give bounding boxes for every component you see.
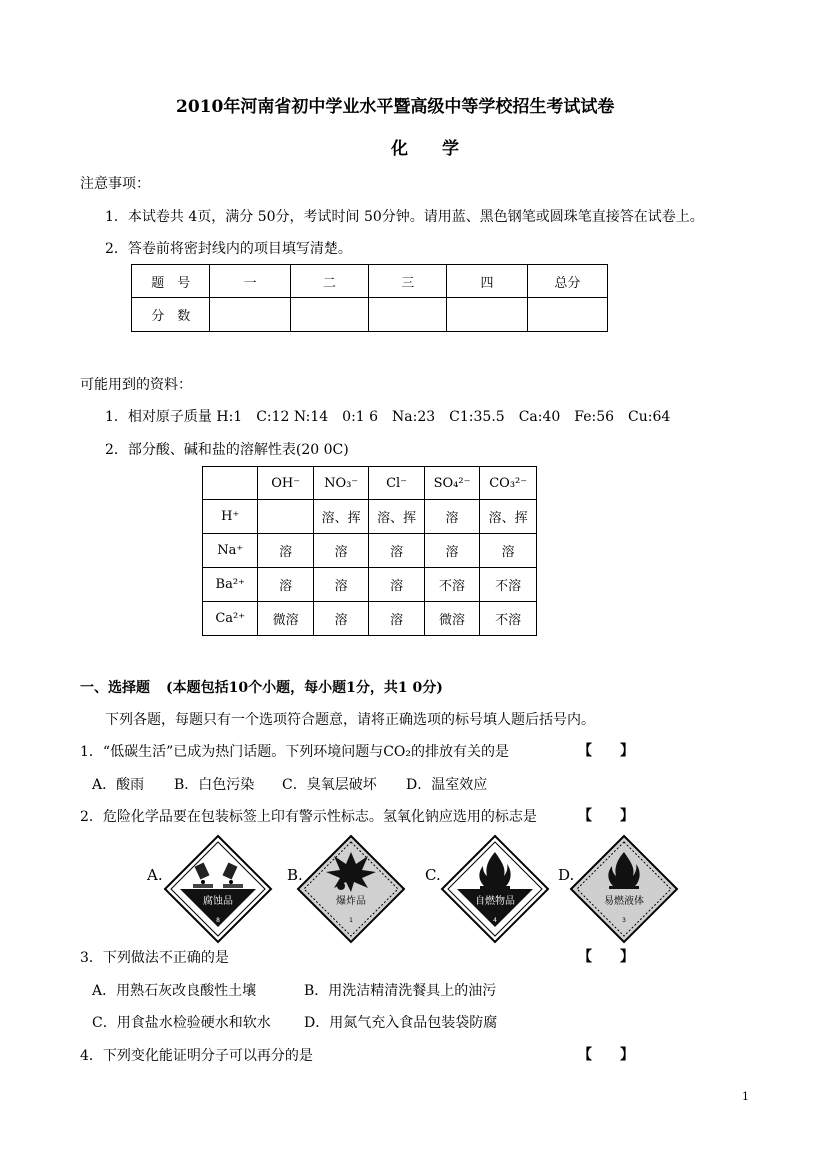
question-3-option-a[interactable]: A．用熟石灰改良酸性土壤 bbox=[92, 983, 257, 999]
resources-solubility-caption: 2．部分酸、碱和盐的溶解性表(20 0C) bbox=[105, 442, 349, 458]
solubility-header-cell: CO₃²⁻ bbox=[480, 467, 537, 500]
solubility-cell: H⁺ bbox=[203, 500, 258, 534]
score-header-cell: 四 bbox=[447, 265, 527, 298]
question-4-stem: 4．下列变化能证明分子可以再分的是 bbox=[80, 1048, 313, 1064]
score-header-cell: 三 bbox=[369, 265, 447, 298]
exam-title: 2010年河南省初中学业水平暨高级中等学校招生考试试卷 bbox=[176, 97, 615, 117]
solubility-header-cell: SO₄²⁻ bbox=[424, 467, 480, 500]
question-1-option-a[interactable]: A．酸雨 bbox=[92, 777, 145, 793]
solubility-cell: 溶、挥 bbox=[480, 500, 537, 534]
corrosive-sign-icon[interactable] bbox=[163, 834, 273, 944]
flammable-liquid-sign-icon[interactable] bbox=[569, 834, 679, 944]
resources-heading: 可能用到的资料： bbox=[80, 377, 192, 393]
question-1-option-b[interactable]: B．白色污染 bbox=[174, 777, 255, 793]
sign-a-letter[interactable]: A. bbox=[147, 866, 163, 884]
table-row bbox=[203, 500, 537, 534]
question-1-stem: 1．“低碳生活”已成为热门话题。下列环境问题与CO₂的排放有关的是 bbox=[80, 744, 510, 760]
sign-b-number: 1 bbox=[349, 917, 353, 924]
sign-b-letter[interactable]: B. bbox=[287, 866, 303, 884]
solubility-header-cell bbox=[203, 467, 258, 500]
sign-d-number: 3 bbox=[622, 917, 626, 924]
solubility-cell: 溶 bbox=[424, 534, 480, 568]
section1-heading: 一、选择题 bbox=[80, 680, 150, 696]
sign-b-label: 爆炸品 bbox=[336, 896, 366, 907]
solubility-cell: 溶、挥 bbox=[369, 500, 424, 534]
solubility-cell: 不溶 bbox=[480, 568, 537, 602]
sign-c-letter[interactable]: C. bbox=[425, 866, 441, 884]
question-3-stem: 3．下列做法不正确的是 bbox=[80, 950, 229, 966]
solubility-cell: 溶 bbox=[369, 568, 424, 602]
page-number: 1 bbox=[742, 1090, 749, 1103]
explosive-sign-icon[interactable] bbox=[296, 834, 406, 944]
score-label-cell: 分 数 bbox=[132, 298, 210, 332]
solubility-cell: 溶、挥 bbox=[313, 500, 369, 534]
solubility-cell: Ba²⁺ bbox=[203, 568, 258, 602]
solubility-cell: 溶 bbox=[313, 602, 369, 636]
sign-a-number: 8 bbox=[216, 917, 220, 924]
sign-c-number: 4 bbox=[493, 917, 497, 924]
solubility-cell: 溶 bbox=[258, 534, 313, 568]
score-header-cell: 总分 bbox=[527, 265, 607, 298]
solubility-cell: 溶 bbox=[313, 568, 369, 602]
solubility-cell: 溶 bbox=[480, 534, 537, 568]
solubility-cell: 溶 bbox=[258, 568, 313, 602]
sign-d-letter[interactable]: D. bbox=[558, 866, 575, 884]
question-1-option-d[interactable]: D．温室效应 bbox=[406, 777, 488, 793]
solubility-cell: 微溶 bbox=[424, 602, 480, 636]
score-table bbox=[131, 264, 608, 332]
score-input-cell[interactable] bbox=[369, 298, 447, 332]
score-input-cell[interactable] bbox=[210, 298, 290, 332]
question-1-answer-bracket[interactable]: 【 】 bbox=[578, 743, 634, 759]
question-2-answer-bracket[interactable]: 【 】 bbox=[578, 808, 634, 824]
solubility-cell: Ca²⁺ bbox=[203, 602, 258, 636]
score-input-cell[interactable] bbox=[527, 298, 607, 332]
solubility-table bbox=[202, 466, 537, 636]
score-input-cell[interactable] bbox=[447, 298, 527, 332]
section1-instruction: 下列各题，每题只有一个选项符合题意，请将正确选项的标号填人题后括号内。 bbox=[105, 712, 595, 728]
solubility-cell: 不溶 bbox=[480, 602, 537, 636]
question-3-option-d[interactable]: D．用氮气充入食品包装袋防腐 bbox=[304, 1015, 498, 1031]
score-input-cell[interactable] bbox=[290, 298, 368, 332]
notice-item-2: 2．答卷前将密封线内的项目填写清楚。 bbox=[105, 241, 352, 257]
score-header-cell: 题 号 bbox=[132, 265, 210, 298]
solubility-cell: 微溶 bbox=[258, 602, 313, 636]
subject-title: 化 学 bbox=[391, 139, 459, 159]
solubility-cell: 溶 bbox=[424, 500, 480, 534]
spontaneous-combustion-sign-icon[interactable] bbox=[440, 834, 550, 944]
section1-note: (本题包括10个小题，每小题1分，共1 0分) bbox=[166, 680, 443, 696]
notice-heading: 注意事项： bbox=[80, 176, 150, 192]
solubility-cell: Na⁺ bbox=[203, 534, 258, 568]
notice-item-1: 1．本试卷共 4页，满分 50分，考试时间 50分钟。请用蓝、黑色钢笔或圆珠笔直接答在试卷上。 bbox=[105, 209, 704, 225]
solubility-cell: 不溶 bbox=[424, 568, 480, 602]
question-3-option-c[interactable]: C．用食盐水检验硬水和软水 bbox=[92, 1015, 271, 1031]
sign-a-label: 腐蚀品 bbox=[203, 896, 233, 907]
solubility-cell bbox=[258, 500, 313, 534]
question-2-stem: 2．危险化学品要在包装标签上印有警示性标志。氢氧化钠应选用的标志是 bbox=[80, 809, 537, 825]
question-3-option-b[interactable]: B．用洗洁精清洗餐具上的油污 bbox=[304, 983, 497, 999]
question-4-answer-bracket[interactable]: 【 】 bbox=[578, 1047, 634, 1063]
table-row bbox=[203, 534, 537, 568]
sign-d-label: 易燃液体 bbox=[604, 896, 644, 907]
score-header-cell: 一 bbox=[210, 265, 290, 298]
question-1-option-c[interactable]: C．臭氧层破坏 bbox=[282, 777, 377, 793]
solubility-header-cell: Cl⁻ bbox=[369, 467, 424, 500]
solubility-cell: 溶 bbox=[313, 534, 369, 568]
table-row bbox=[203, 602, 537, 636]
question-3-answer-bracket[interactable]: 【 】 bbox=[578, 949, 634, 965]
resources-atomic-mass: 1．相对原子质量 H:1 C:12 N:14 0:1 6 Na:23 C1:35.5 Ca:40 Fe:56 Cu:64 bbox=[105, 409, 671, 425]
solubility-header-cell: NO₃⁻ bbox=[313, 467, 369, 500]
table-row bbox=[203, 568, 537, 602]
score-header-cell: 二 bbox=[290, 265, 368, 298]
solubility-cell: 溶 bbox=[369, 534, 424, 568]
sign-c-label: 自燃物品 bbox=[475, 896, 515, 907]
solubility-header-cell: OH⁻ bbox=[258, 467, 313, 500]
solubility-cell: 溶 bbox=[369, 602, 424, 636]
